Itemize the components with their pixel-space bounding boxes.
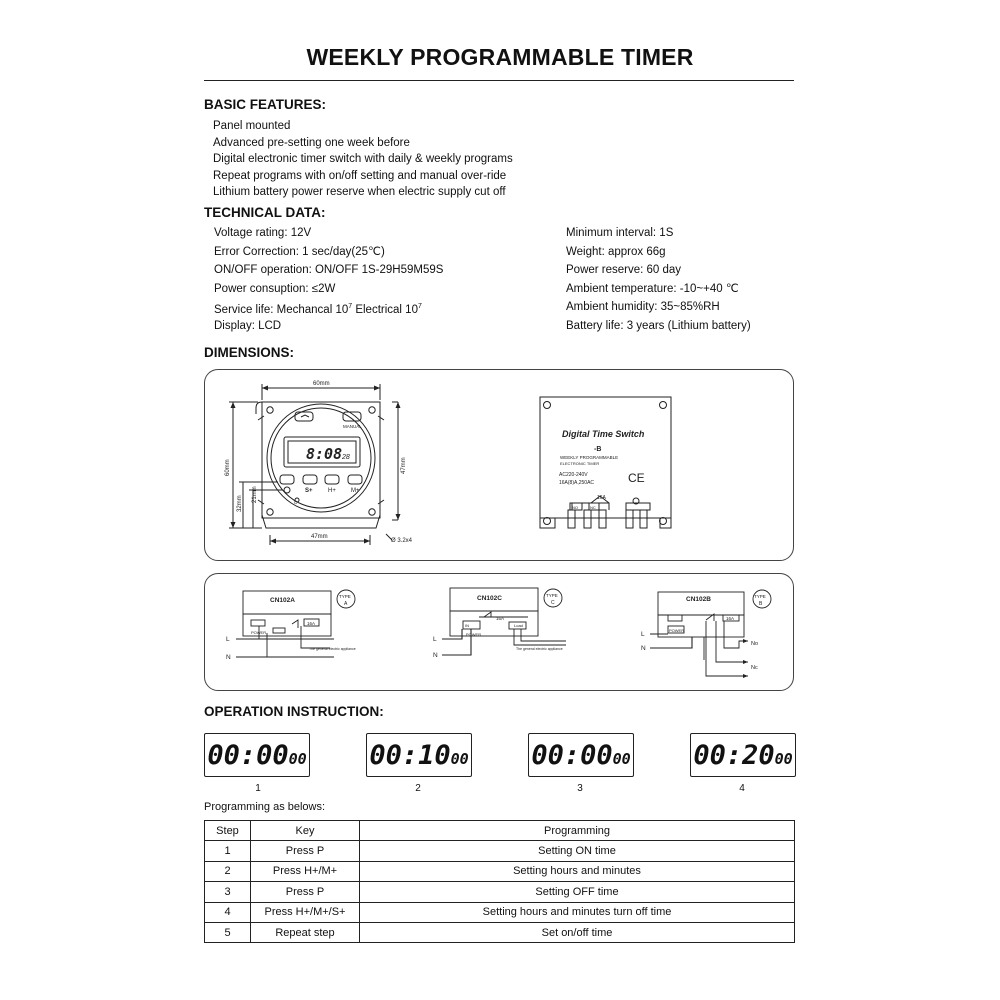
table-row (205, 841, 795, 861)
type-c-label: TYPE (546, 593, 558, 598)
table-row (205, 882, 795, 902)
dim-width-bottom: 47mm (311, 534, 328, 540)
lcd-seconds: 00 (774, 750, 793, 768)
dimensions-heading: DIMENSIONS: (204, 345, 295, 360)
feature-item: Advanced pre-setting one week before (213, 136, 410, 149)
type-c-rating: 16A (496, 616, 505, 621)
terminal-nc: NC (590, 505, 596, 510)
lcd-display-1 (204, 733, 310, 777)
cell-programming: Setting OFF time (360, 882, 795, 902)
type-a-n: N (226, 654, 231, 661)
type-a-letter: A (344, 601, 348, 607)
tech-item: Error Correction: 1 sec/day(25℃) (214, 245, 385, 258)
lcd-time: 00:10 (369, 740, 451, 771)
type-b-nc: Nc (751, 665, 758, 671)
type-c-power: POWER (466, 632, 482, 637)
cell-key: Press P (251, 882, 360, 902)
display-number: 2 (415, 783, 421, 794)
technical-data-heading: TECHNICAL DATA: (204, 205, 326, 220)
service-life-item: Service life: Mechancal $10^7$ Electrical $10^7$ (214, 303, 422, 317)
lcd-seconds: 00 (450, 750, 469, 768)
display-number: 1 (255, 783, 261, 794)
type-a-power: POWER (251, 630, 267, 635)
cell-step: 5 (205, 922, 251, 942)
tech-item: ON/OFF operation: ON/OFF 1S-29H59M59S (214, 264, 444, 277)
cell-step: 3 (205, 882, 251, 902)
display-number: 3 (577, 783, 583, 794)
cell-programming: Setting ON time (360, 841, 795, 861)
back-label-line4: 16A(8)A,250AC (559, 480, 595, 486)
type-a-label: TYPE (339, 594, 351, 599)
type-c-load: Load (514, 623, 523, 628)
feature-item: Panel mounted (213, 120, 291, 132)
tech-item: Power reserve: 60 day (566, 264, 682, 277)
dim-width-top: 60mm (313, 381, 330, 387)
type-a-rating: 16A (307, 621, 316, 626)
table-row (205, 861, 795, 881)
lcd-seconds: 28 (342, 454, 350, 461)
type-c-letter: C (551, 600, 555, 606)
cell-programming: Setting hours and minutes (360, 861, 795, 881)
button-label-c: C (294, 500, 298, 505)
type-c-in: IN (465, 623, 469, 628)
terminal-no: NO (572, 505, 578, 510)
lcd-main-digits: 8:08 (306, 445, 343, 463)
header-step: Step (205, 821, 251, 841)
type-b-n: N (641, 645, 646, 652)
cell-programming: Setting hours and minutes turn off time (360, 902, 795, 922)
cell-step: 4 (205, 902, 251, 922)
tech-item: Weight: approx 66g (566, 245, 666, 258)
table-row (205, 922, 795, 942)
dim-height-right: 47mm (401, 457, 407, 474)
programming-label: Programming as belows: (204, 801, 326, 813)
basic-features-heading: BASIC FEATURES: (204, 97, 327, 112)
lcd-time: 00:20 (693, 740, 775, 771)
back-label-line1: WEEKLY PROGRAMMABLE (560, 455, 619, 460)
lcd-display-3 (528, 733, 634, 777)
header-programming: Programming (360, 821, 795, 841)
tech-item: Ambient humidity: 35~85%RH (566, 301, 720, 314)
back-label-line3: AC220-240V (559, 472, 588, 478)
lcd-time: 00:00 (207, 740, 289, 771)
programming-table (204, 820, 795, 943)
page-title: WEEKLY PROGRAMMABLE TIMER (306, 44, 694, 70)
back-label-title: Digital Time Switch (562, 429, 645, 439)
type-b-label: TYPE (754, 594, 766, 599)
model-cn102c: CN102C (477, 595, 502, 602)
button-label-m-plus: M+ (351, 488, 360, 494)
table-row (205, 902, 795, 922)
type-b-letter: B (759, 601, 763, 607)
type-b-power: POWER (669, 628, 685, 633)
type-a-load-text: The general electric appliance (309, 647, 356, 651)
button-label-h-plus: H+ (328, 488, 336, 494)
operation-heading: OPERATION INSTRUCTION: (204, 704, 384, 719)
manual-button-label: MANUAL (343, 424, 362, 429)
back-rating: 16A (597, 495, 606, 501)
feature-item: Repeat programs with on/off setting and manual over-ride (213, 169, 507, 182)
table-header-row (205, 821, 795, 841)
lcd-display-2 (366, 733, 472, 777)
dim-hole: Ø 3.2x4 (391, 538, 413, 544)
model-cn102a: CN102A (270, 597, 295, 604)
header-key: Key (251, 821, 360, 841)
cell-step: 1 (205, 841, 251, 861)
display-number: 4 (739, 783, 745, 794)
type-c-n: N (433, 652, 438, 659)
lcd-display-4 (690, 733, 796, 777)
tech-item: Ambient temperature: -10~+40 ℃ (566, 282, 739, 295)
tech-item: Battery life: 3 years (Lithium battery) (566, 319, 751, 332)
feature-item: Lithium battery power reserve when electric supply cut off (213, 186, 506, 199)
model-cn102b: CN102B (686, 596, 711, 603)
back-label-suffix: -B (594, 446, 602, 453)
tech-item: Display: LCD (214, 319, 282, 332)
type-a-l: L (226, 636, 230, 643)
cell-programming: Set on/off time (360, 922, 795, 942)
cell-key: Press P (251, 841, 360, 861)
dim-21: 21mm (252, 486, 258, 503)
type-c-load-text: The general electric appliance (516, 647, 563, 651)
tech-item: Power consuption: ≤2W (214, 282, 336, 295)
cell-key: Press H+/M+/S+ (251, 902, 360, 922)
type-c-l: L (433, 636, 437, 643)
back-view-labels (559, 429, 645, 510)
type-b-l: L (641, 631, 645, 638)
tech-item: Minimum interval: 1S (566, 227, 674, 239)
cell-step: 2 (205, 861, 251, 881)
type-b-no: No (751, 641, 759, 647)
dim-32: 32mm (237, 495, 243, 512)
lcd-seconds: 00 (288, 750, 307, 768)
ce-mark: CE (628, 471, 645, 485)
cell-key: Repeat step (251, 922, 360, 942)
feature-item: Digital electronic timer switch with daily & weekly programs (213, 153, 513, 166)
lcd-seconds: 00 (612, 750, 631, 768)
front-view-drawing (229, 384, 398, 545)
tech-item: Voltage rating: 12V (214, 227, 312, 239)
cell-key: Press H+/M+ (251, 861, 360, 881)
dim-height-left: 60mm (225, 459, 231, 476)
wiring-panel (204, 573, 794, 691)
lcd-time: 00:00 (531, 740, 613, 771)
button-label-s-plus: S+ (305, 488, 313, 494)
back-label-line2: ELECTRONIC TIMER (560, 461, 600, 466)
type-b-rating: 16A (726, 616, 735, 621)
